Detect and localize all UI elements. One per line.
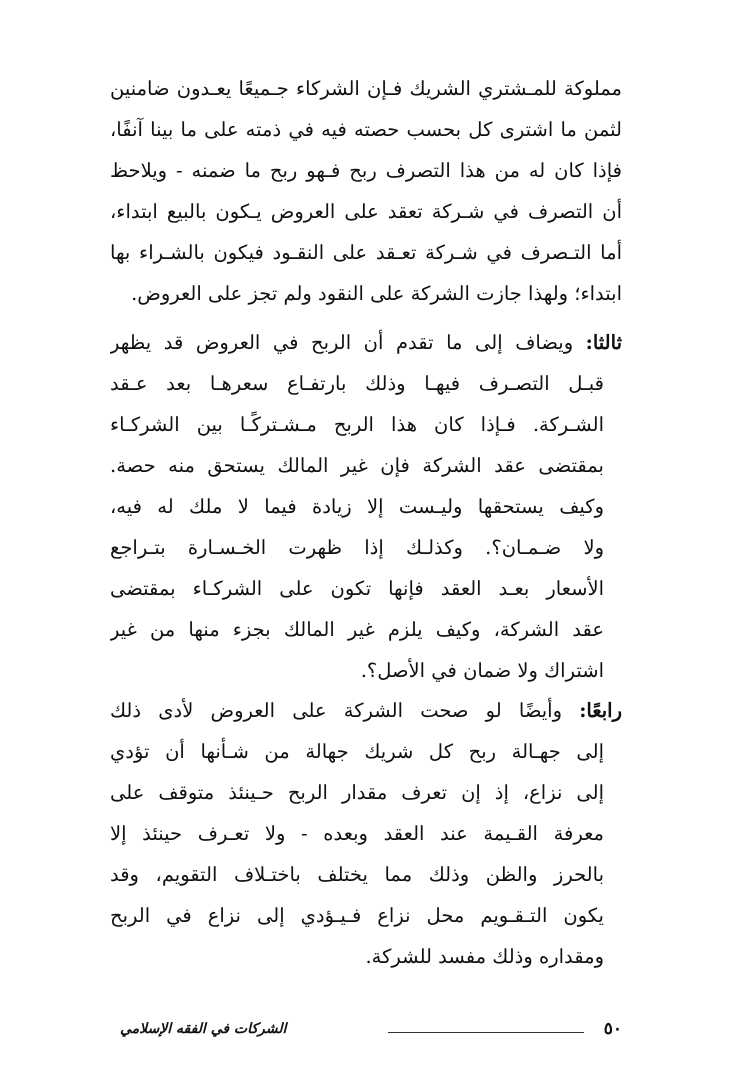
paragraph-1-line-2: لثمن ما اشترى كل بحسب حصته فيه في ذمته على ما بينا آنفًا، — [110, 118, 622, 141]
paragraph-3-line-6: يكون التـقـويم محل نزاع فـيـؤدي إلى نزاع في الربح — [110, 904, 604, 927]
footer-rule — [388, 1032, 584, 1033]
paragraph-2-line-4: بمقتضى عقد الشركة فإن غير المالك يستحق منه حصة. — [110, 454, 604, 477]
paragraph-3 — [110, 690, 622, 977]
paragraph-2-line-2: قبـل التصـرف فيهـا وذلك بارتفـاع سعرهـا بعد عـقد — [110, 372, 604, 395]
paragraph-2-first-rest: ويضاف إلى ما تقدم أن الربح في العروض قد يظهر — [110, 331, 586, 354]
paragraph-2-line-9: اشتراك ولا ضمان في الأصل؟. — [360, 659, 604, 682]
paragraph-2-line-7: الأسعار بعـد العقد فإنها تكون على الشركـاء بمقتضى — [110, 577, 604, 600]
paragraph-2-line-8: عقد الشركة، وكيف يلزم غير المالك بجزء منها من غير — [110, 618, 604, 641]
paragraph-2-lead: ثالثا: — [585, 331, 622, 354]
paragraph-3-line-2: إلى جهـالة ربح كل شريك جهالة من شـأنها أن تؤدي — [110, 740, 604, 763]
paragraph-2-line-3: الشـركة. فـإذا كان هذا الربح مـشـتركًـا بين الشركـاء — [110, 413, 604, 436]
paragraph-1-line-5: أما التـصرف في شـركة تعـقد على النقـود فيكون بالشـراء بها — [110, 241, 622, 264]
paragraph-2-line-5: وكيف يستحقها وليـست إلا زيادة فيما لا ملك له فيه، — [110, 495, 604, 518]
paragraph-3-first-rest: وأيضًا لو صحت الشركة على العروض لأدى ذلك — [110, 699, 580, 722]
paragraph-3-line-7: ومقداره وذلك مفسد للشركة. — [365, 945, 604, 968]
paragraph-1-line-4: أن التصرف في شـركة تعقد على العروض يـكون بالبيع ابتداء، — [110, 200, 622, 223]
page-footer — [120, 1016, 622, 1042]
paragraph-1-line-1: مملوكة للمـشتري الشريك فـإن الشركاء جـميعًا يعـدون ضامنين — [110, 77, 622, 100]
paragraph-3-line-5: بالحرز والظن وذلك مما يختلف باختـلاف التقويم، وقد — [110, 863, 604, 886]
paragraph-2-line-1 — [110, 322, 622, 363]
paragraph-3-line-1 — [110, 690, 622, 731]
paragraph-1-line-6: ابتداء؛ ولهذا جازت الشركة على النقود ولم تجز على العروض. — [131, 282, 622, 305]
paragraph-2-line-6: ولا ضـمـان؟. وكذلـك إذا ظهرت الخـسـارة بتـراجع — [110, 536, 604, 559]
paragraph-3-lead: رابعًا: — [579, 699, 622, 722]
paragraph-2 — [110, 322, 622, 691]
book-title: الشركات في الفقه الإسلامي — [120, 1021, 287, 1037]
paragraph-3-line-4: معرفة القـيمة عند العقد وبعده - ولا تعـرف حينئذ إلا — [110, 822, 604, 845]
paragraph-1-line-3: فإذا كان له من هذا التصرف ربح فـهو ربح ما ضمنه - ويلاحظ — [110, 159, 622, 182]
paragraph-3-line-3: إلى نزاع، إذ إن تعرف مقدار الربح حـينئذ متوقف على — [110, 781, 604, 804]
page-number: ٥٠ — [603, 1019, 622, 1039]
paragraph-1 — [110, 68, 622, 314]
